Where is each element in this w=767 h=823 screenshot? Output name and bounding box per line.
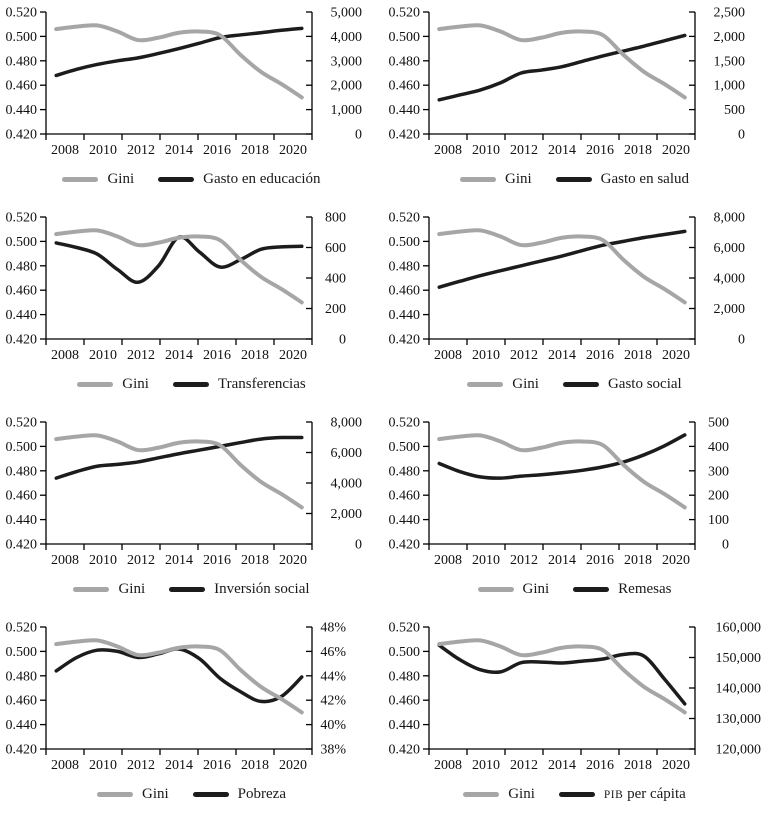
- y-axis-left-tick-label: 0.440: [388, 513, 420, 529]
- x-axis-tick-label: 2012: [127, 553, 155, 568]
- x-axis-tick-label: 2014: [548, 758, 576, 773]
- y-axis-right-tick-label: 2,500: [713, 5, 745, 21]
- y-axis-right-variable: [689, 6, 745, 143]
- chart-legend: [0, 582, 383, 597]
- x-axis-tick-label: 2010: [89, 143, 117, 158]
- y-axis-right-tick-label: 46%: [320, 644, 346, 660]
- legend-item-series: [563, 377, 682, 392]
- x-axis-tick-label: 2014: [548, 348, 576, 363]
- x-axis-tick-label: 2020: [662, 553, 690, 568]
- y-axis-right-tick-label: 0: [355, 127, 362, 143]
- x-axis-years: [429, 134, 695, 158]
- x-axis-tick-label: 2014: [548, 143, 576, 158]
- y-axis-left-tick-label: 0.440: [5, 103, 37, 119]
- x-axis-tick-label: 2020: [279, 553, 307, 568]
- chart-legend: [383, 787, 766, 802]
- series-line-gasto-salud: [439, 35, 685, 99]
- chart-legend: [383, 582, 766, 597]
- x-axis-tick-label: 2018: [624, 553, 652, 568]
- x-axis-tick-label: 2016: [586, 348, 614, 363]
- chart-legend: [0, 172, 383, 187]
- y-axis-right-tick-label: 48%: [320, 620, 346, 636]
- x-axis-years: [46, 339, 312, 363]
- chart-legend: [0, 787, 383, 802]
- y-axis-left-tick-label: 0.460: [5, 283, 37, 299]
- y-axis-right-tick-label: 140,000: [715, 681, 761, 697]
- chart-panel-pobreza: [0, 617, 383, 822]
- gini-line-swatch: [73, 587, 109, 592]
- x-axis-tick-label: 2020: [279, 758, 307, 773]
- y-axis-left-gini: [389, 6, 430, 143]
- y-axis-left-tick-label: 0.520: [388, 620, 420, 636]
- legend-item-series: [573, 582, 671, 597]
- y-axis-right-tick-label: 40%: [320, 718, 346, 734]
- chart-svg-inversion-social: [0, 412, 383, 577]
- chart-svg-gasto-social: [383, 207, 766, 372]
- x-axis-tick-label: 2008: [51, 553, 79, 568]
- y-axis-left-tick-label: 0.500: [388, 234, 420, 250]
- chart-svg-transferencias: [0, 207, 383, 372]
- y-axis-right-tick-label: 200: [708, 488, 729, 504]
- y-axis-left-tick-label: 0.520: [5, 210, 37, 226]
- legend-item-gini: [463, 787, 535, 802]
- y-axis-right-tick-label: 130,000: [715, 712, 761, 727]
- chart-panel-pib-per-capita: [383, 617, 766, 822]
- x-axis-tick-label: 2014: [548, 553, 576, 568]
- gini-line-swatch: [62, 177, 98, 182]
- gini-line: [439, 25, 685, 97]
- y-axis-right-tick-label: 500: [708, 415, 729, 431]
- legend-series-label: Gasto en educación: [203, 171, 321, 187]
- chart-legend: [383, 377, 766, 392]
- legend-item-gini: [73, 582, 145, 597]
- y-axis-left-tick-label: 0.480: [388, 259, 420, 275]
- y-axis-left-tick-label: 0.440: [388, 718, 420, 734]
- gini-line: [439, 230, 685, 302]
- legend-series-label: Transferencias: [217, 376, 306, 392]
- legend-gini-label: Gini: [107, 171, 135, 187]
- x-axis-tick-label: 2018: [624, 348, 652, 363]
- y-axis-right-variable: [306, 416, 362, 553]
- x-axis-tick-label: 2010: [89, 348, 117, 363]
- y-axis-right-tick-label: 0: [738, 332, 745, 348]
- chart-panel-gasto-social: [383, 207, 766, 412]
- legend-gini-label: Gini: [512, 376, 539, 392]
- y-axis-left-tick-label: 0.440: [5, 718, 37, 734]
- legend-item-series: [169, 582, 309, 597]
- y-axis-left-tick-label: 0.460: [388, 78, 420, 94]
- legend-item-gini: [77, 377, 149, 392]
- chart-panel-remesas: [383, 412, 766, 617]
- y-axis-right-tick-label: 44%: [320, 669, 346, 685]
- y-axis-left-tick-label: 0.440: [5, 513, 37, 529]
- y-axis-right-tick-label: 4,000: [713, 271, 745, 287]
- x-axis-tick-label: 2010: [472, 758, 500, 773]
- x-axis-tick-label: 2016: [586, 553, 614, 568]
- y-axis-left-tick-label: 0.500: [388, 644, 420, 660]
- y-axis-left-tick-label: 0.460: [388, 693, 420, 709]
- series-line-gasto-educacion: [56, 28, 302, 75]
- chart-panel-gasto-educacion: [0, 2, 383, 207]
- y-axis-right-tick-label: 400: [325, 271, 346, 287]
- x-axis-tick-label: 2008: [51, 348, 79, 363]
- x-axis-tick-label: 2012: [510, 348, 538, 363]
- legend-gini-label: Gini: [142, 786, 169, 802]
- gini-line: [439, 640, 685, 712]
- gini-line: [56, 230, 302, 302]
- y-axis-right-tick-label: 0: [738, 127, 745, 143]
- y-axis-left-tick-label: 0.480: [5, 464, 37, 480]
- x-axis-tick-label: 2012: [510, 553, 538, 568]
- y-axis-left-tick-label: 0.480: [5, 259, 37, 275]
- y-axis-left-gini: [6, 211, 47, 348]
- x-axis-years: [429, 544, 695, 568]
- x-axis-tick-label: 2020: [662, 143, 690, 158]
- y-axis-left-tick-label: 0.520: [5, 415, 37, 431]
- y-axis-left-tick-label: 0.440: [388, 103, 420, 119]
- y-axis-right-tick-label: 500: [724, 103, 745, 119]
- y-axis-left-tick-label: 0.480: [5, 669, 37, 685]
- legend-item-series: [158, 172, 320, 187]
- y-axis-left-tick-label: 0.520: [5, 5, 37, 21]
- gini-line-swatch: [77, 382, 113, 387]
- x-axis-tick-label: 2020: [662, 758, 690, 773]
- x-axis-tick-label: 2016: [586, 143, 614, 158]
- y-axis-right-tick-label: 8,000: [713, 210, 745, 226]
- x-axis-tick-label: 2010: [472, 553, 500, 568]
- x-axis-tick-label: 2018: [624, 758, 652, 773]
- x-axis-tick-label: 2020: [279, 143, 307, 158]
- chart-panel-gasto-salud: [383, 2, 766, 207]
- y-axis-left-tick-label: 0.420: [388, 742, 420, 758]
- y-axis-right-tick-label: 0: [339, 332, 346, 348]
- x-axis-tick-label: 2020: [279, 348, 307, 363]
- legend-gini-label: Gini: [505, 171, 532, 187]
- y-axis-left-tick-label: 0.460: [388, 488, 420, 504]
- y-axis-right-tick-label: 2,000: [330, 78, 362, 94]
- y-axis-left-tick-label: 0.420: [5, 742, 37, 758]
- y-axis-right-variable: [306, 621, 346, 758]
- y-axis-left-tick-label: 0.500: [388, 439, 420, 455]
- legend-item-gini: [467, 377, 539, 392]
- chart-svg-pobreza: [0, 617, 383, 782]
- legend-item-series: [173, 377, 306, 392]
- legend-item-gini: [62, 172, 134, 187]
- chart-panel-inversion-social: [0, 412, 383, 617]
- x-axis-tick-label: 2016: [203, 758, 231, 773]
- y-axis-left-tick-label: 0.500: [5, 234, 37, 250]
- x-axis-tick-label: 2014: [165, 553, 193, 568]
- legend-item-gini: [97, 787, 169, 802]
- x-axis-tick-label: 2008: [434, 348, 462, 363]
- chart-panel-transferencias: [0, 207, 383, 412]
- chart-svg-pib-per-capita: [383, 617, 766, 782]
- x-axis-tick-label: 2008: [51, 758, 79, 773]
- y-axis-left-tick-label: 0.500: [5, 29, 37, 45]
- series-line-swatch: [158, 177, 194, 182]
- x-axis-tick-label: 2018: [624, 143, 652, 158]
- y-axis-right-variable: [689, 416, 729, 553]
- legend-gini-label: Gini: [122, 376, 149, 392]
- legend-gini-label: Gini: [508, 786, 535, 802]
- legend-series-label: Gasto social: [607, 376, 682, 392]
- y-axis-left-gini: [389, 211, 430, 348]
- y-axis-left-gini: [6, 6, 47, 143]
- series-line-swatch: [173, 382, 209, 387]
- y-axis-left-tick-label: 0.500: [388, 29, 420, 45]
- y-axis-right-tick-label: 800: [325, 210, 346, 226]
- gini-line-swatch: [97, 792, 133, 797]
- gini-line: [56, 435, 302, 507]
- y-axis-right-tick-label: 200: [325, 302, 346, 317]
- series-line-transferencias: [56, 237, 302, 282]
- y-axis-right-tick-label: 120,000: [715, 742, 761, 758]
- x-axis-tick-label: 2010: [472, 143, 500, 158]
- acronym-smallcaps: PIB: [603, 789, 624, 801]
- legend-item-series: [556, 172, 689, 187]
- legend-series-label: Pobreza: [237, 786, 286, 802]
- series-line-swatch: [193, 792, 229, 797]
- legend-item-series: [193, 787, 286, 802]
- y-axis-right-tick-label: 42%: [320, 693, 346, 709]
- y-axis-right-tick-label: 8,000: [330, 415, 362, 431]
- x-axis-tick-label: 2012: [510, 143, 538, 158]
- y-axis-left-tick-label: 0.420: [388, 537, 420, 553]
- y-axis-right-tick-label: 2,000: [713, 29, 745, 45]
- chart-legend: [383, 172, 766, 187]
- y-axis-left-tick-label: 0.420: [5, 127, 37, 143]
- x-axis-tick-label: 2014: [165, 143, 193, 158]
- y-axis-right-tick-label: 6,000: [330, 446, 362, 461]
- y-axis-left-tick-label: 0.500: [5, 439, 37, 455]
- chart-legend: [0, 377, 383, 392]
- x-axis-tick-label: 2012: [127, 143, 155, 158]
- series-line-swatch: [559, 792, 595, 797]
- y-axis-right-tick-label: 2,000: [330, 507, 362, 522]
- y-axis-right-tick-label: 38%: [320, 742, 346, 758]
- y-axis-right-tick-label: 300: [708, 464, 729, 480]
- x-axis-tick-label: 2010: [472, 348, 500, 363]
- y-axis-right-tick-label: 160,000: [715, 620, 761, 636]
- y-axis-right-variable: [689, 621, 761, 758]
- x-axis-tick-label: 2010: [89, 553, 117, 568]
- series-line-swatch: [169, 587, 205, 592]
- y-axis-right-tick-label: 0: [355, 537, 362, 553]
- x-axis-years: [46, 134, 312, 158]
- x-axis-years: [46, 544, 312, 568]
- y-axis-right-tick-label: 5,000: [330, 5, 362, 21]
- y-axis-right-tick-label: 3,000: [330, 54, 362, 70]
- y-axis-left-tick-label: 0.460: [5, 488, 37, 504]
- chart-svg-gasto-salud: [383, 2, 766, 167]
- x-axis-tick-label: 2016: [203, 348, 231, 363]
- gini-line-swatch: [467, 382, 503, 387]
- series-line-swatch: [563, 382, 599, 387]
- x-axis-tick-label: 2010: [89, 758, 117, 773]
- chart-svg-gasto-educacion: [0, 2, 383, 167]
- legend-item-gini: [478, 582, 550, 597]
- x-axis-tick-label: 2008: [51, 143, 79, 158]
- y-axis-right-tick-label: 1,000: [713, 78, 745, 94]
- x-axis-tick-label: 2018: [241, 553, 269, 568]
- y-axis-right-tick-label: 4,000: [330, 29, 362, 45]
- x-axis-tick-label: 2018: [241, 348, 269, 363]
- chart-svg-remesas: [383, 412, 766, 577]
- y-axis-left-tick-label: 0.480: [388, 54, 420, 70]
- y-axis-right-tick-label: 150,000: [715, 651, 761, 666]
- y-axis-left-tick-label: 0.420: [388, 332, 420, 348]
- y-axis-left-tick-label: 0.460: [5, 78, 37, 94]
- y-axis-right-tick-label: 1,500: [713, 54, 745, 70]
- y-axis-left-gini: [6, 621, 47, 758]
- y-axis-right-tick-label: 1,000: [330, 103, 362, 119]
- x-axis-years: [46, 749, 312, 773]
- x-axis-tick-label: 2016: [203, 553, 231, 568]
- y-axis-left-tick-label: 0.520: [388, 415, 420, 431]
- x-axis-tick-label: 2008: [434, 758, 462, 773]
- gini-line-swatch: [460, 177, 496, 182]
- y-axis-left-gini: [6, 416, 47, 553]
- y-axis-right-tick-label: 2,000: [713, 302, 745, 317]
- y-axis-left-tick-label: 0.480: [388, 464, 420, 480]
- y-axis-left-tick-label: 0.440: [388, 308, 420, 324]
- legend-series-label: Remesas: [618, 581, 672, 597]
- y-axis-right-tick-label: 6,000: [713, 241, 745, 256]
- x-axis-tick-label: 2020: [662, 348, 690, 363]
- y-axis-left-tick-label: 0.520: [5, 620, 37, 636]
- x-axis-tick-label: 2012: [510, 758, 538, 773]
- y-axis-right-tick-label: 100: [708, 513, 729, 529]
- gini-line: [56, 25, 302, 97]
- y-axis-left-tick-label: 0.520: [388, 5, 420, 21]
- legend-gini-label: Gini: [118, 581, 146, 597]
- legend-series-label: PIB per cápita: [603, 786, 686, 802]
- y-axis-left-tick-label: 0.520: [388, 210, 420, 226]
- gini-line-swatch: [463, 792, 499, 797]
- legend-item-gini: [460, 172, 532, 187]
- x-axis-tick-label: 2018: [241, 143, 269, 158]
- x-axis-tick-label: 2016: [203, 143, 231, 158]
- legend-series-label: Gasto en salud: [600, 171, 689, 187]
- y-axis-left-tick-label: 0.460: [5, 693, 37, 709]
- x-axis-tick-label: 2012: [127, 758, 155, 773]
- y-axis-left-tick-label: 0.500: [5, 644, 37, 660]
- y-axis-left-tick-label: 0.480: [388, 669, 420, 685]
- gini-line-swatch: [478, 587, 514, 592]
- x-axis-tick-label: 2008: [434, 553, 462, 568]
- y-axis-left-tick-label: 0.480: [5, 54, 37, 70]
- x-axis-tick-label: 2012: [127, 348, 155, 363]
- x-axis-tick-label: 2014: [165, 348, 193, 363]
- y-axis-right-variable: [689, 211, 745, 348]
- legend-item-series: [559, 787, 686, 802]
- y-axis-left-gini: [389, 621, 430, 758]
- y-axis-right-tick-label: 4,000: [330, 476, 362, 492]
- x-axis-years: [429, 749, 695, 773]
- y-axis-right-tick-label: 0: [722, 537, 729, 553]
- legend-series-label: Inversión social: [214, 581, 310, 597]
- y-axis-left-tick-label: 0.440: [5, 308, 37, 324]
- series-line-pobreza: [56, 649, 302, 702]
- y-axis-left-tick-label: 0.420: [5, 332, 37, 348]
- series-line-swatch: [556, 177, 592, 182]
- x-axis-tick-label: 2008: [434, 143, 462, 158]
- y-axis-right-variable: [306, 211, 346, 348]
- legend-gini-label: Gini: [522, 581, 550, 597]
- x-axis-tick-label: 2014: [165, 758, 193, 773]
- x-axis-years: [429, 339, 695, 363]
- y-axis-left-tick-label: 0.460: [388, 283, 420, 299]
- series-line-swatch: [573, 587, 609, 592]
- x-axis-tick-label: 2018: [241, 758, 269, 773]
- series-line-pib-per-capita: [439, 645, 685, 704]
- y-axis-left-gini: [389, 416, 430, 553]
- y-axis-left-tick-label: 0.420: [5, 537, 37, 553]
- y-axis-right-tick-label: 400: [708, 439, 729, 455]
- y-axis-left-tick-label: 0.420: [388, 127, 420, 143]
- x-axis-tick-label: 2016: [586, 758, 614, 773]
- y-axis-right-tick-label: 600: [325, 241, 346, 256]
- y-axis-right-variable: [306, 6, 362, 143]
